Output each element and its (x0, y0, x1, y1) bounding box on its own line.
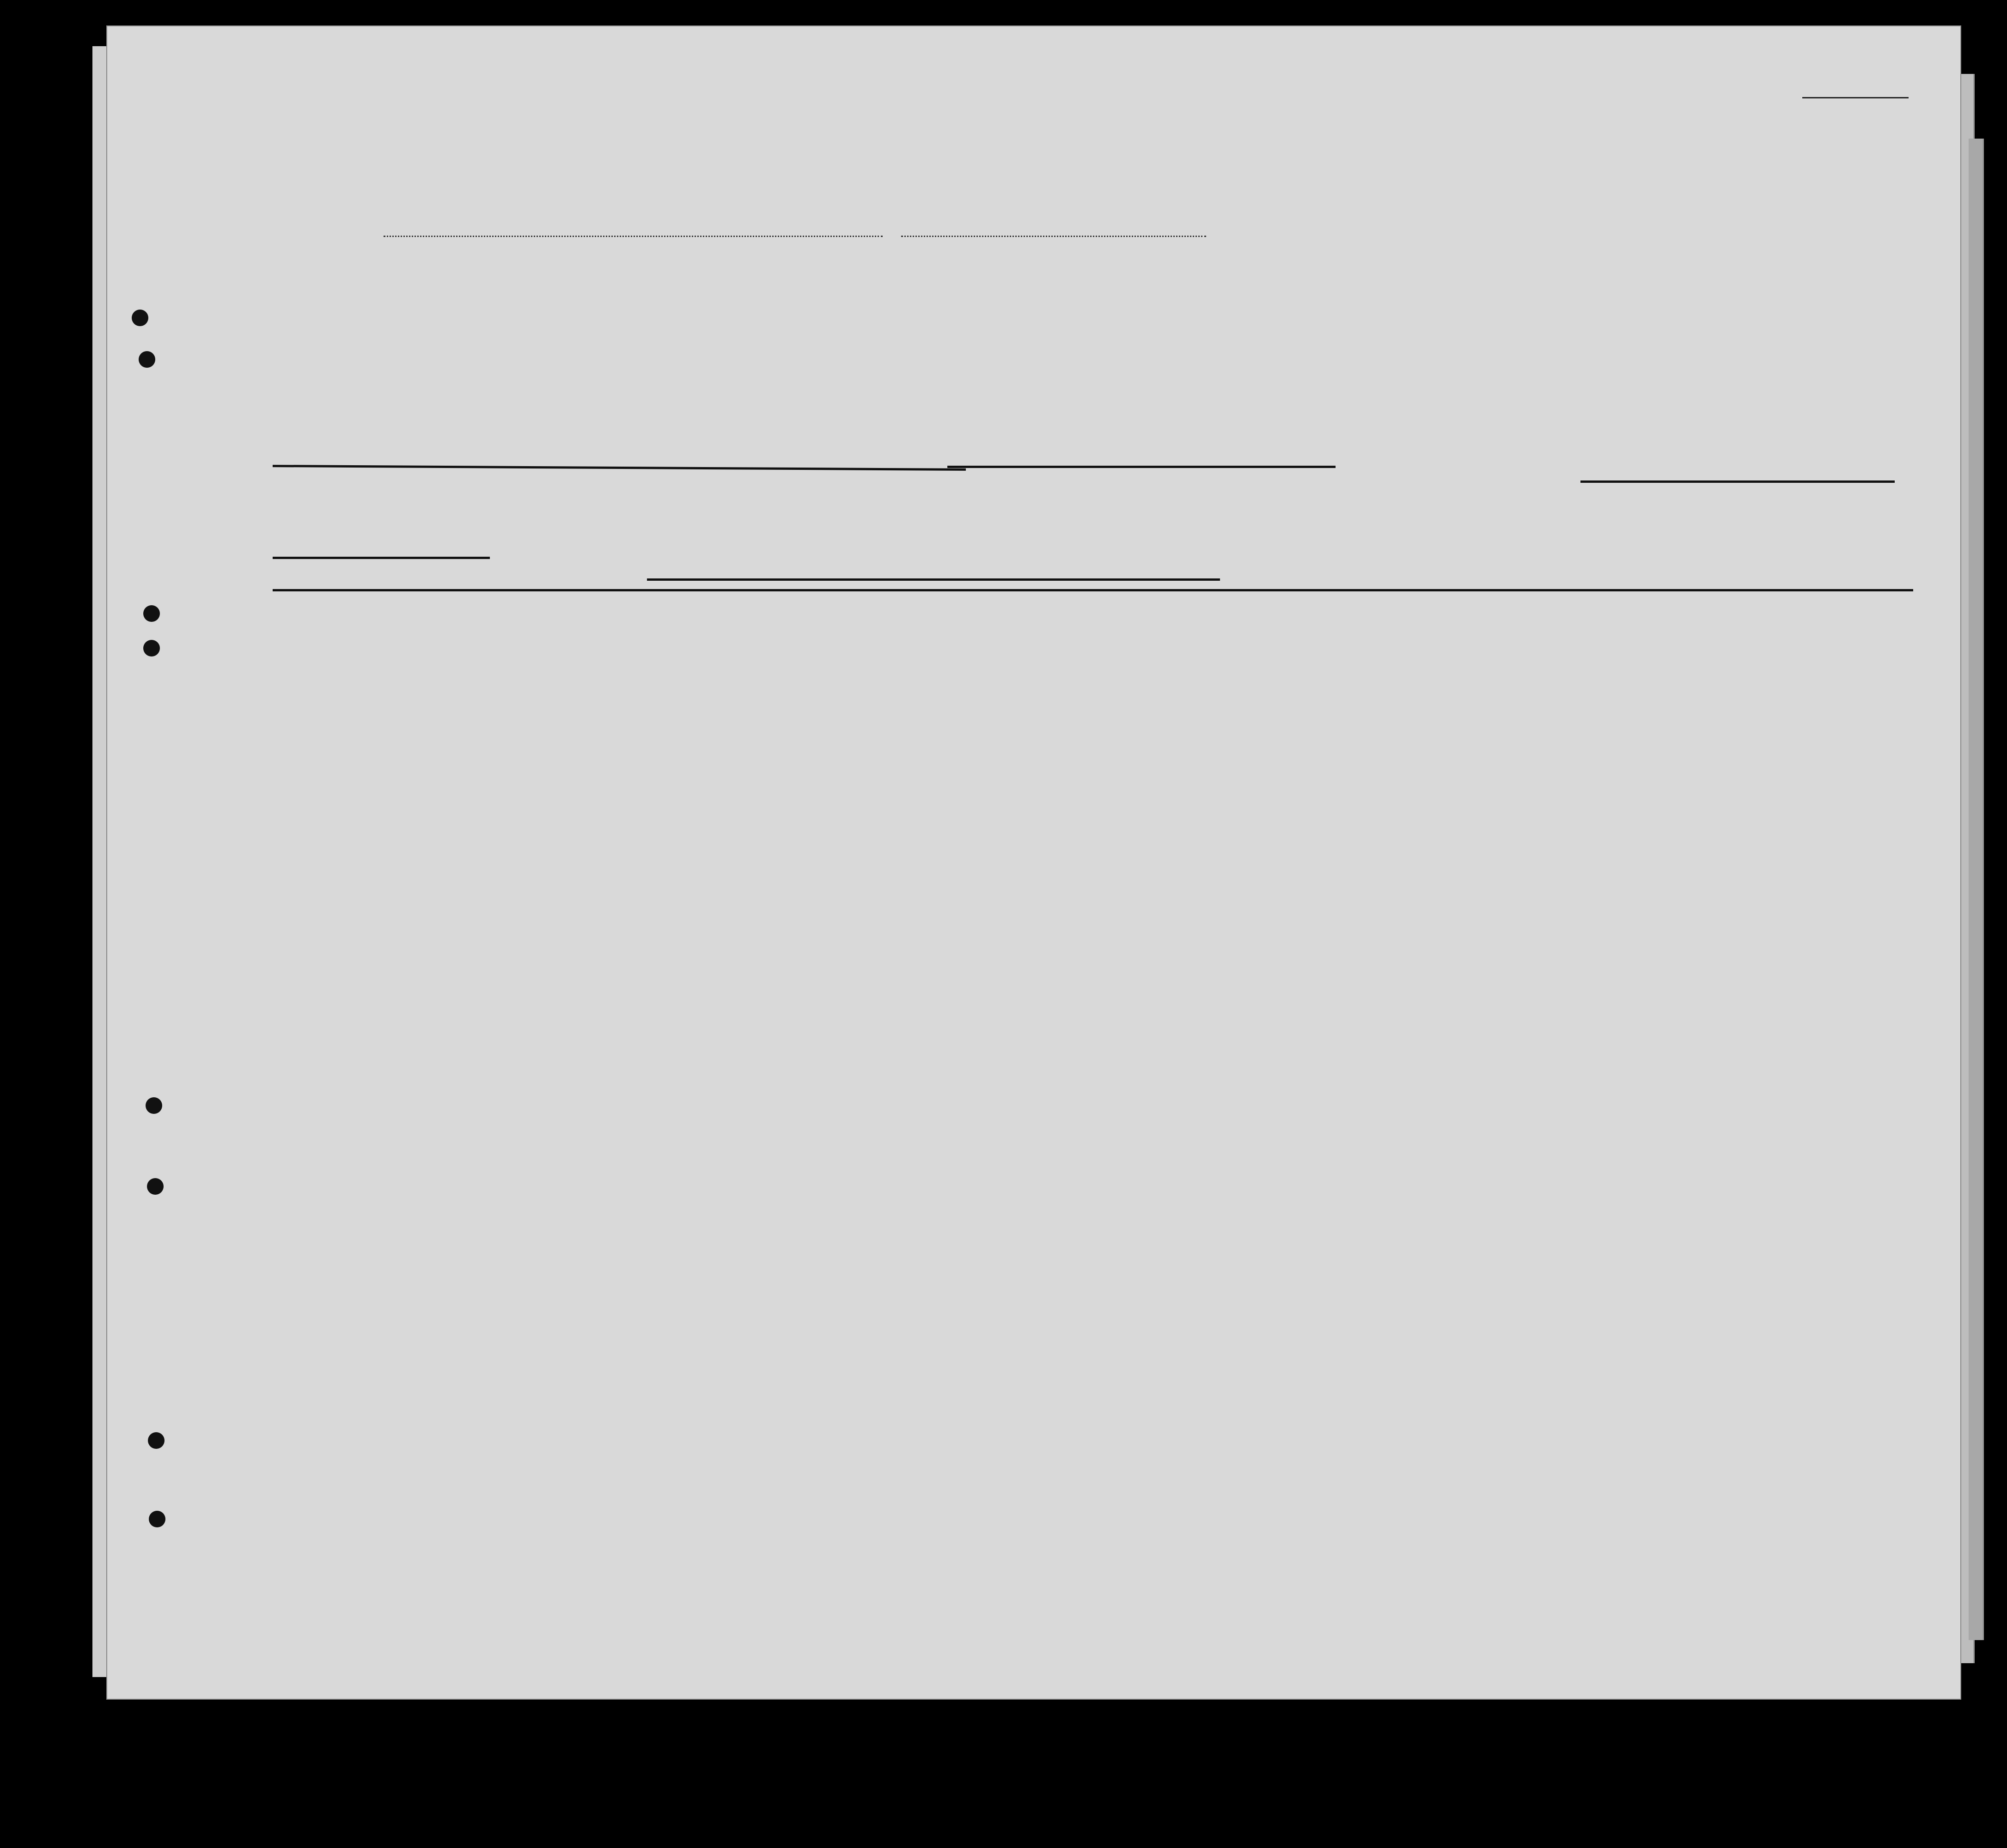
strikethrough (947, 466, 1336, 468)
strikethrough (647, 578, 1220, 581)
strikethrough (1580, 480, 1895, 483)
strikethrough (273, 557, 490, 559)
strikethrough (273, 589, 1913, 591)
